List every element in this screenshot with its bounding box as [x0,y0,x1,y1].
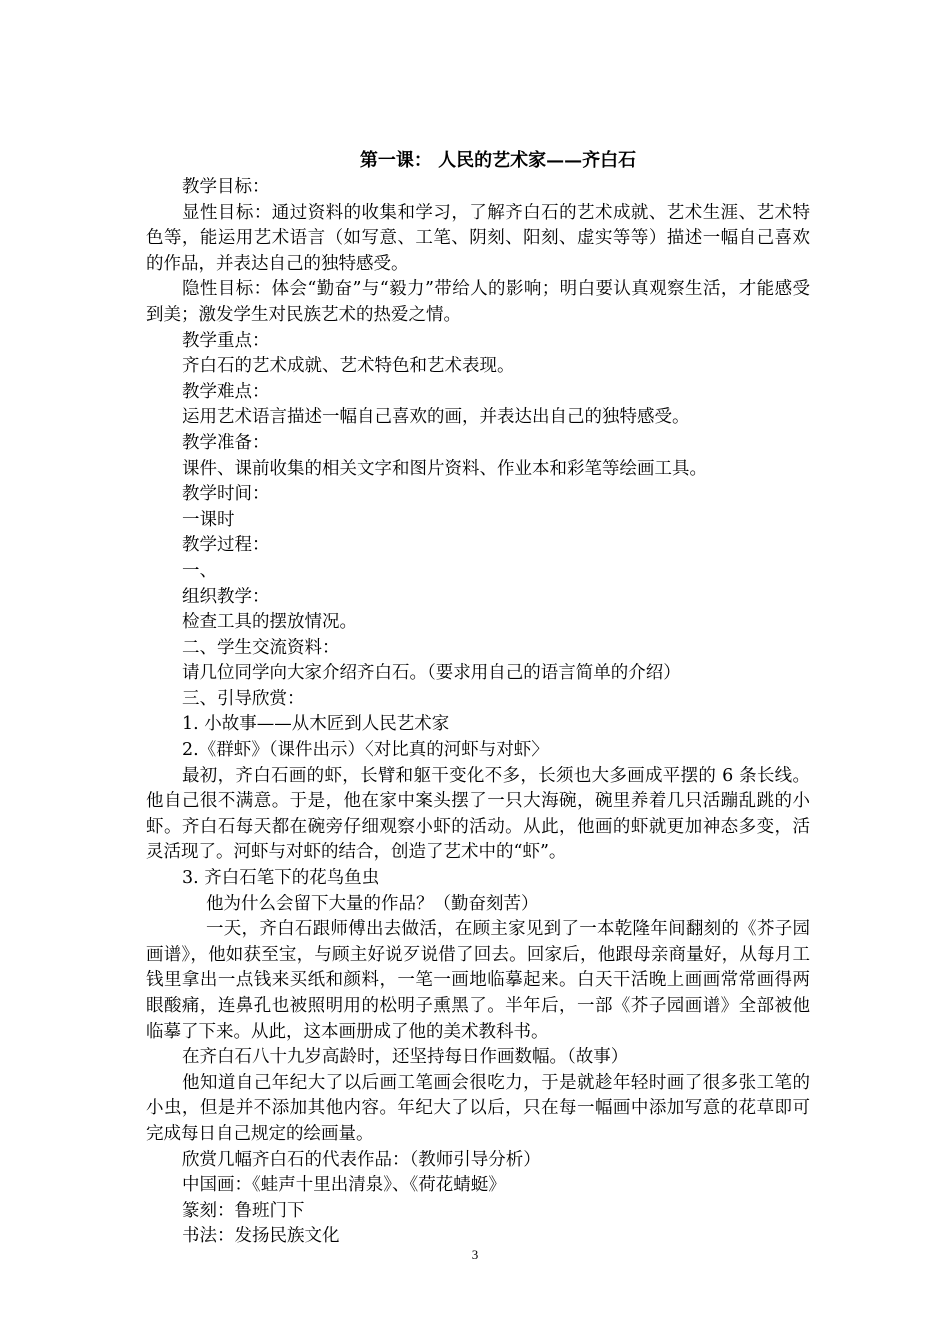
paragraph: 教学过程： [182,535,270,556]
paragraph: 他为什么会留下大量的作品？（勤奋刻苦） [206,893,539,914]
paragraph: 显性目标：通过资料的收集和学习，了解齐白石的艺术成就、艺术生涯、艺术特色等，能运用艺术语言（如写意、工笔、阴刻、阳刻、虚实等等）描述一幅自己喜欢的作品，并表达自己的独特感受。 [146,202,810,274]
paragraph: 他知道自己年纪大了以后画工笔画会很吃力，于是就趁年轻时画了很多张工笔的小虫，但是并不添加其他内容。年纪大了以后，只在每一幅画中添加写意的花草即可完成每日自己规定的绘画量。 [146,1072,810,1144]
paragraph: 课件、课前收集的相关文字和图片资料、作业本和彩笔等绘画工具。 [182,458,707,479]
paragraph: 3. 齐白石笔下的花鸟鱼虫 [182,868,380,889]
paragraph: 一课时 [182,509,235,530]
document-body [146,147,810,1250]
paragraph: 运用艺术语言描述一幅自己喜欢的画，并表达出自己的独特感受。 [182,407,690,428]
paragraph: 教学难点： [182,381,270,402]
document-title: 第一课： 人民的艺术家——齐白石 [359,150,637,171]
paragraph: 一、 [182,560,217,581]
paragraph: 教学重点： [182,330,270,351]
paragraph: 中国画：《蛙声十里出清泉》、《荷花蜻蜓》 [182,1175,506,1196]
paragraph-list [146,175,810,1250]
paragraph: 三、引导欣赏： [182,688,305,709]
paragraph: 最初，齐白石画的虾，长臂和躯干变化不多，长须也大多画成平摆的 6 条长线。他自己很不满意。于是，他在家中案头摆了一只大海碗，碗里养着几只活蹦乱跳的小虾。齐白石每天都在碗旁仔细观察小虾的活动。从此，他画的虾就更加神态多变，活灵活现了。河虾与对虾的结合，创造了艺术中的“虾”。 [146,765,810,863]
paragraph: 请几位同学向大家介绍齐白石。（要求用自己的语言简单的介绍） [182,663,681,684]
paragraph: 书法：发扬民族文化 [182,1226,340,1247]
paragraph: 教学时间： [182,484,270,505]
paragraph: 二、学生交流资料： [182,637,340,658]
paragraph: 篆刻：鲁班门下 [182,1200,305,1221]
paragraph: 组织教学： [182,586,270,607]
paragraph: 隐性目标：体会“勤奋”与“毅力”带给人的影响；明白要认真观察生活，才能感受到美；激发学生对民族艺术的热爱之情。 [146,279,810,325]
paragraph: 欣赏几幅齐白石的代表作品：（教师引导分析） [182,1149,541,1170]
page-number: 3 [471,1247,479,1262]
paragraph: 教学目标： [182,177,270,197]
paragraph: 1. 小故事——从木匠到人民艺术家 [182,714,450,735]
paragraph: 教学准备： [182,432,270,453]
paragraph: 在齐白石八十九岁高龄时，还坚持每日作画数幅。（故事） [182,1047,629,1068]
paragraph: 2.《群虾》（课件出示）〈对比真的河虾与对虾〉 [182,740,549,761]
paragraph: 检查工具的摆放情况。 [182,612,357,633]
paragraph: 一天，齐白石跟师傅出去做活，在顾主家见到了一本乾隆年间翻刻的《芥子园画谱》，他如获至宝，与顾主好说歹说借了回去。回家后，他跟母亲商量好，从每月工钱里拿出一点钱来买纸和颜料，一笔一画地临摹起来。白天干活晚上画画常常画得两眼酸痛，连鼻孔也被照明用的松明子熏黑了。半年后，一部《芥子园画谱》全部被他临摹了下来。从此，这本画册成了他的美术教科书。 [146,919,810,1042]
paragraph: 齐白石的艺术成就、艺术特色和艺术表现。 [182,356,515,377]
